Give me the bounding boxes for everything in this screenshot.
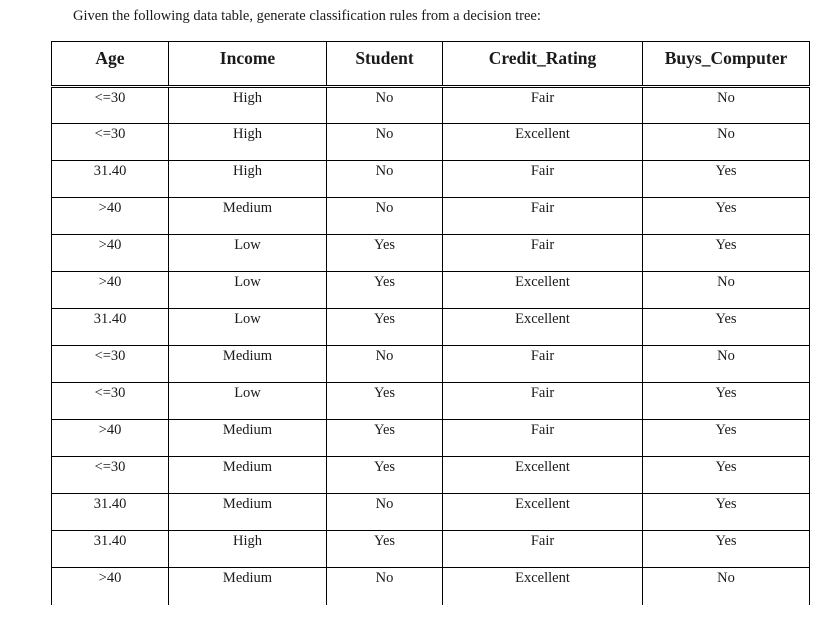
cell-buys-computer: No (643, 346, 810, 383)
header-age: Age (52, 42, 169, 87)
cell-buys-computer: No (643, 272, 810, 309)
table-row (52, 457, 810, 494)
cell-age: <=30 (52, 383, 169, 420)
cell-income: Medium (169, 198, 327, 235)
cell-age: >40 (52, 198, 169, 235)
instruction-text: Given the following data table, generate classification rules from a decision tree: (73, 8, 541, 24)
cell-buys-computer: Yes (643, 235, 810, 272)
cell-income: Medium (169, 420, 327, 457)
cell-student: No (327, 87, 443, 124)
cell-credit-rating: Fair (443, 346, 643, 383)
cell-income: High (169, 124, 327, 161)
table-row (52, 346, 810, 383)
cell-credit-rating: Excellent (443, 457, 643, 494)
cell-student: No (327, 161, 443, 198)
cell-income: High (169, 87, 327, 124)
cell-age: 31.40 (52, 161, 169, 198)
cell-student: No (327, 568, 443, 605)
header-buys-computer: Buys_Computer (643, 42, 810, 87)
table-row (52, 531, 810, 568)
cell-age: <=30 (52, 346, 169, 383)
table-row (52, 383, 810, 420)
table-row (52, 568, 810, 605)
cell-income: Medium (169, 457, 327, 494)
cell-age: >40 (52, 272, 169, 309)
cell-credit-rating: Excellent (443, 309, 643, 346)
cell-credit-rating: Fair (443, 531, 643, 568)
cell-buys-computer: Yes (643, 494, 810, 531)
cell-student: Yes (327, 531, 443, 568)
cell-student: No (327, 124, 443, 161)
cell-buys-computer: Yes (643, 309, 810, 346)
cell-buys-computer: Yes (643, 531, 810, 568)
cell-student: Yes (327, 383, 443, 420)
cell-buys-computer: Yes (643, 383, 810, 420)
cell-student: Yes (327, 457, 443, 494)
cell-buys-computer: No (643, 87, 810, 124)
cell-age: 31.40 (52, 309, 169, 346)
cell-income: High (169, 161, 327, 198)
cell-credit-rating: Fair (443, 198, 643, 235)
cell-buys-computer: No (643, 124, 810, 161)
cell-student: No (327, 346, 443, 383)
table-row (52, 124, 810, 161)
cell-buys-computer: Yes (643, 198, 810, 235)
cell-student: Yes (327, 420, 443, 457)
cell-student: No (327, 198, 443, 235)
cell-age: <=30 (52, 87, 169, 124)
header-student: Student (327, 42, 443, 87)
cell-credit-rating: Fair (443, 161, 643, 198)
cell-income: Low (169, 235, 327, 272)
cell-credit-rating: Fair (443, 383, 643, 420)
table-row (52, 309, 810, 346)
cell-age: >40 (52, 568, 169, 605)
cell-income: Medium (169, 494, 327, 531)
cell-student: No (327, 494, 443, 531)
cell-buys-computer: No (643, 568, 810, 605)
cell-credit-rating: Excellent (443, 272, 643, 309)
cell-age: >40 (52, 420, 169, 457)
table-body (52, 87, 810, 605)
cell-student: Yes (327, 272, 443, 309)
table-row (52, 161, 810, 198)
cell-buys-computer: Yes (643, 420, 810, 457)
table-row (52, 494, 810, 531)
cell-income: High (169, 531, 327, 568)
cell-credit-rating: Excellent (443, 124, 643, 161)
cell-income: Medium (169, 346, 327, 383)
header-income: Income (169, 42, 327, 87)
table-header-row (52, 42, 810, 87)
cell-credit-rating: Fair (443, 87, 643, 124)
cell-age: 31.40 (52, 531, 169, 568)
cell-income: Low (169, 272, 327, 309)
table-row (52, 235, 810, 272)
table-row (52, 198, 810, 235)
cell-income: Low (169, 383, 327, 420)
cell-age: <=30 (52, 457, 169, 494)
cell-credit-rating: Excellent (443, 494, 643, 531)
cell-credit-rating: Fair (443, 235, 643, 272)
cell-student: Yes (327, 309, 443, 346)
cell-buys-computer: Yes (643, 457, 810, 494)
cell-income: Medium (169, 568, 327, 605)
table-row (52, 87, 810, 124)
cell-credit-rating: Excellent (443, 568, 643, 605)
header-credit-rating: Credit_Rating (443, 42, 643, 87)
cell-age: >40 (52, 235, 169, 272)
cell-age: <=30 (52, 124, 169, 161)
cell-income: Low (169, 309, 327, 346)
cell-buys-computer: Yes (643, 161, 810, 198)
data-table (51, 41, 810, 605)
cell-student: Yes (327, 235, 443, 272)
table-row (52, 420, 810, 457)
cell-credit-rating: Fair (443, 420, 643, 457)
table-row (52, 272, 810, 309)
cell-age: 31.40 (52, 494, 169, 531)
